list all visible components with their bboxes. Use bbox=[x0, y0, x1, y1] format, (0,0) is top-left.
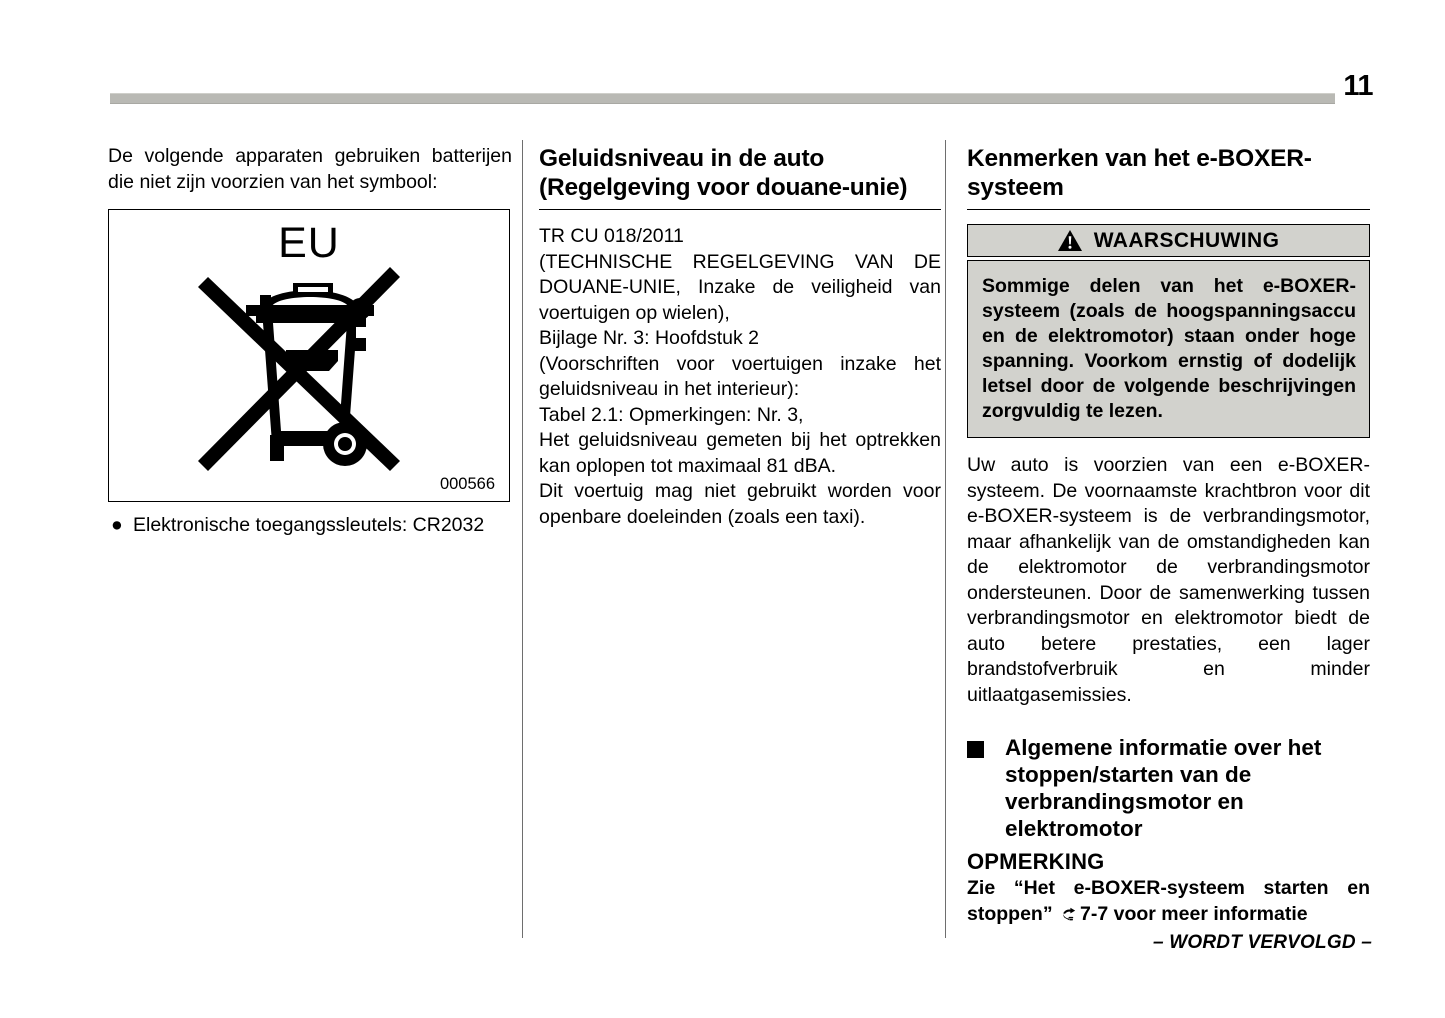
noise-paragraph-4: (Voorschriften voor voertuigen inzake het geluidsniveau in het interieur): bbox=[539, 352, 941, 400]
warning-triangle-icon bbox=[1058, 230, 1082, 251]
section-heading-noise-level: Geluidsniveau in de auto (Regelgeving voor douane-unie) bbox=[539, 145, 908, 201]
heading-underline bbox=[539, 209, 941, 210]
noise-paragraph-1: TR CU 018/2011 bbox=[539, 225, 684, 247]
figure-eu-battery-symbol bbox=[108, 209, 510, 502]
battery-intro-text: De volgende apparaten gebruiken batterijen die niet zijn voorzien van het symbool: bbox=[108, 145, 512, 193]
eboxer-description-paragraph: Uw auto is voorzien van een e-BOXER-systeem. De voornaamste krachtbron voor dit e-BOXER-systeem is de verbrandingsmotor, maar afhankelijk van de omstandigheden kan de elektromotor de verbrandingsmotor ondersteunen. Door de samenwerking tussen verbrandingsmotor en elektromotor biedt de auto betere prestaties, een lager brandstofverbruik en minder uitlaatgasemissies. bbox=[967, 454, 1370, 706]
warning-title-text: WAARSCHUWING bbox=[1093, 228, 1280, 252]
header-rule bbox=[110, 93, 1335, 104]
battery-device-list bbox=[108, 513, 512, 539]
noise-paragraph-7: Dit voertuig mag niet gebruikt worden voor openbare doeleinden (zoals een taxi). bbox=[539, 480, 941, 528]
heading-underline bbox=[967, 209, 1370, 210]
column-divider-left bbox=[522, 140, 523, 938]
warning-body-box bbox=[967, 260, 1370, 438]
pointing-hand-icon bbox=[1062, 903, 1079, 929]
figure-eu-label: EU bbox=[278, 219, 340, 267]
note-text-after: voor meer informatie bbox=[1113, 902, 1308, 925]
page-number: 11 bbox=[1343, 70, 1373, 102]
noise-paragraph-6: Het geluidsniveau gemeten bij het optrekken kan oplopen tot maximaal 81 dBA. bbox=[539, 429, 941, 477]
list-item bbox=[108, 513, 512, 539]
filled-square-bullet-icon bbox=[967, 741, 984, 758]
note-text-before: Zie “Het e-BOXER-systeem starten en stoppen” bbox=[967, 877, 1370, 925]
section-heading-eboxer: Kenmerken van het e-BOXER-systeem bbox=[967, 145, 1312, 201]
bullet-dot: ● bbox=[111, 514, 123, 536]
left-column bbox=[108, 144, 512, 539]
figure-code: 000566 bbox=[439, 474, 495, 493]
column-divider-right bbox=[945, 140, 946, 938]
noise-paragraph-5: Tabel 2.1: Opmerkingen: Nr. 3, bbox=[539, 403, 804, 426]
subsection-heading: Algemene informatie over het stoppen/starten van de verbrandingsmotor en elektromotor bbox=[1005, 735, 1322, 841]
note-label: OPMERKING bbox=[967, 849, 1105, 874]
noise-paragraph-2: (TECHNISCHE REGELGEVING VAN DE DOUANE-UNIE, Inzake de veiligheid van voertuigen op wielen), bbox=[539, 250, 941, 324]
noise-paragraph-3: Bijlage Nr. 3: Hoofdstuk 2 bbox=[539, 327, 760, 349]
note-reference[interactable]: 7-7 bbox=[1080, 902, 1109, 925]
note-text bbox=[967, 876, 1370, 928]
warning-body-text: Sommige delen van het e-BOXER-systeem (zoals de hoogspanningsaccu en de elektromotor) staan onder hoge spanning. Voorkom ernstig of dodelijk letsel door de volgende beschrijvingen zorgvuldig te lezen. bbox=[982, 275, 1356, 422]
subsection-block bbox=[967, 734, 1370, 842]
warning-title-bar bbox=[967, 224, 1370, 257]
list-item-label: Elektronische toegangssleutels: CR2032 bbox=[133, 514, 485, 536]
right-column bbox=[967, 144, 1370, 928]
crossed-out-wheelie-bin-icon bbox=[194, 265, 424, 488]
middle-column bbox=[539, 144, 941, 530]
footer-continued-note: – WORDT VERVOLGD – bbox=[1153, 932, 1372, 953]
